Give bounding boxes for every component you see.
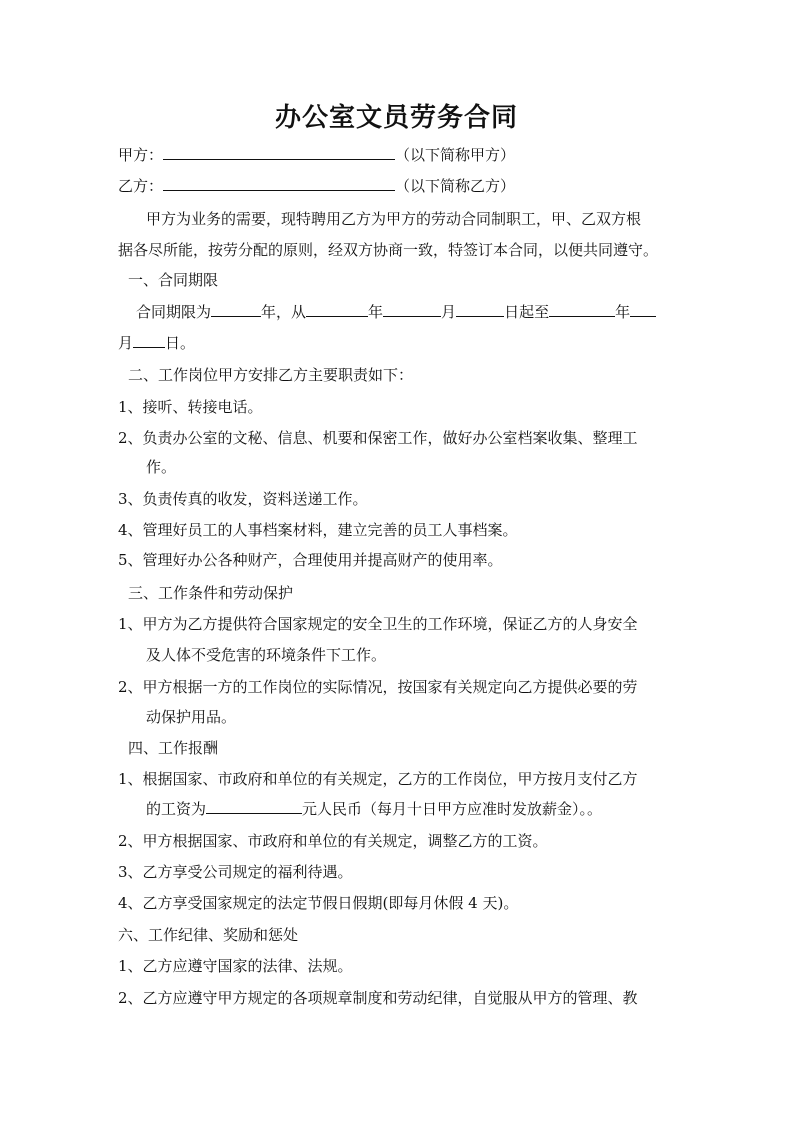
- term-line: [136, 302, 696, 322]
- list-item: 1、乙方应遵守国家的法律、法规。: [118, 957, 353, 975]
- end-day-blank[interactable]: [133, 333, 165, 348]
- section-4-heading: 四、工作报酬: [128, 739, 219, 757]
- term-text-4: 月: [441, 303, 457, 321]
- end-month-blank-start[interactable]: [630, 302, 656, 317]
- party-a-label: 甲方：: [118, 146, 164, 164]
- salary-text-pre: 的工资为: [146, 800, 207, 818]
- party-b-suffix: （以下简称乙方）: [395, 177, 516, 195]
- start-year-blank[interactable]: [306, 302, 368, 317]
- term-years-blank[interactable]: [211, 302, 261, 317]
- list-item: 3、乙方享受公司规定的福利待遇。: [118, 863, 353, 881]
- party-a-suffix: （以下简称甲方）: [395, 146, 516, 164]
- list-item: 2、负责办公室的文秘、信息、机要和保密工作，做好办公室档案收集、整理工: [118, 429, 638, 447]
- party-b-label: 乙方：: [118, 177, 164, 195]
- list-item: 4、乙方享受国家规定的法定节假日假期(即每月休假 4 天)。: [118, 894, 519, 912]
- salary-amount-blank[interactable]: [206, 799, 302, 814]
- section-6-heading: 六、工作纪律、奖励和惩处: [118, 926, 299, 944]
- list-item-continuation: 作。: [146, 458, 177, 476]
- list-item: 1、根据国家、市政府和单位的有关规定，乙方的工作岗位，甲方按月支付乙方: [118, 770, 638, 788]
- party-b-line: [118, 176, 678, 196]
- intro-line-2: 据各尽所能，按劳分配的原则，经双方协商一致，特签订本合同，以便共同遵守。: [118, 241, 659, 259]
- list-item-continuation: 动保护用品。: [146, 708, 237, 726]
- section-2-heading: 二、工作岗位甲方安排乙方主要职责如下：: [128, 366, 414, 384]
- start-month-blank[interactable]: [383, 302, 441, 317]
- section-1-heading: 一、合同期限: [128, 271, 219, 289]
- list-item: 2、乙方应遵守甲方规定的各项规章制度和劳动纪律，自觉服从甲方的管理、教: [118, 989, 638, 1007]
- start-day-blank[interactable]: [456, 302, 504, 317]
- term-text-8: 日。: [165, 334, 196, 352]
- term-text-5: 日起至: [504, 303, 550, 321]
- end-year-blank[interactable]: [549, 302, 615, 317]
- term-text-3: 年: [368, 303, 384, 321]
- term-text-6: 年: [615, 303, 631, 321]
- term-text-1: 合同期限为: [136, 303, 212, 321]
- list-item: 3、负责传真的收发，资料送递工作。: [118, 490, 368, 508]
- list-item: 2、甲方根据国家、市政府和单位的有关规定，调整乙方的工资。: [118, 832, 548, 850]
- intro-line-1: 甲方为业务的需要，现特聘用乙方为甲方的劳动合同制职工，甲、乙双方根: [146, 210, 642, 228]
- list-item: 1、接听、转接电话。: [118, 398, 263, 416]
- list-item-continuation: 及人体不受危害的环境条件下工作。: [146, 646, 387, 664]
- party-a-line: [118, 145, 678, 165]
- list-item: 1、甲方为乙方提供符合国家规定的安全卫生的工作环境，保证乙方的人身安全: [118, 615, 638, 633]
- list-item: 5、管理好办公各种财产，合理使用并提高财产的使用率。: [118, 551, 503, 569]
- term-text-7: 月: [118, 334, 134, 352]
- party-b-blank[interactable]: [163, 176, 395, 191]
- list-item: 2、甲方根据一方的工作岗位的实际情况，按国家有关规定向乙方提供必要的劳: [118, 678, 638, 696]
- term-line-2: [118, 333, 678, 353]
- section-3-heading: 三、工作条件和劳动保护: [128, 584, 294, 602]
- document-title: 办公室文员劳务合同: [274, 103, 518, 133]
- salary-text-post: 元人民币（每月十日甲方应准时发放薪金）。。: [302, 800, 603, 818]
- party-a-blank[interactable]: [163, 145, 395, 160]
- term-text-2: 年，从: [261, 303, 307, 321]
- salary-line: [146, 799, 706, 819]
- list-item: 4、管理好员工的人事档案材料，建立完善的员工人事档案。: [118, 521, 518, 539]
